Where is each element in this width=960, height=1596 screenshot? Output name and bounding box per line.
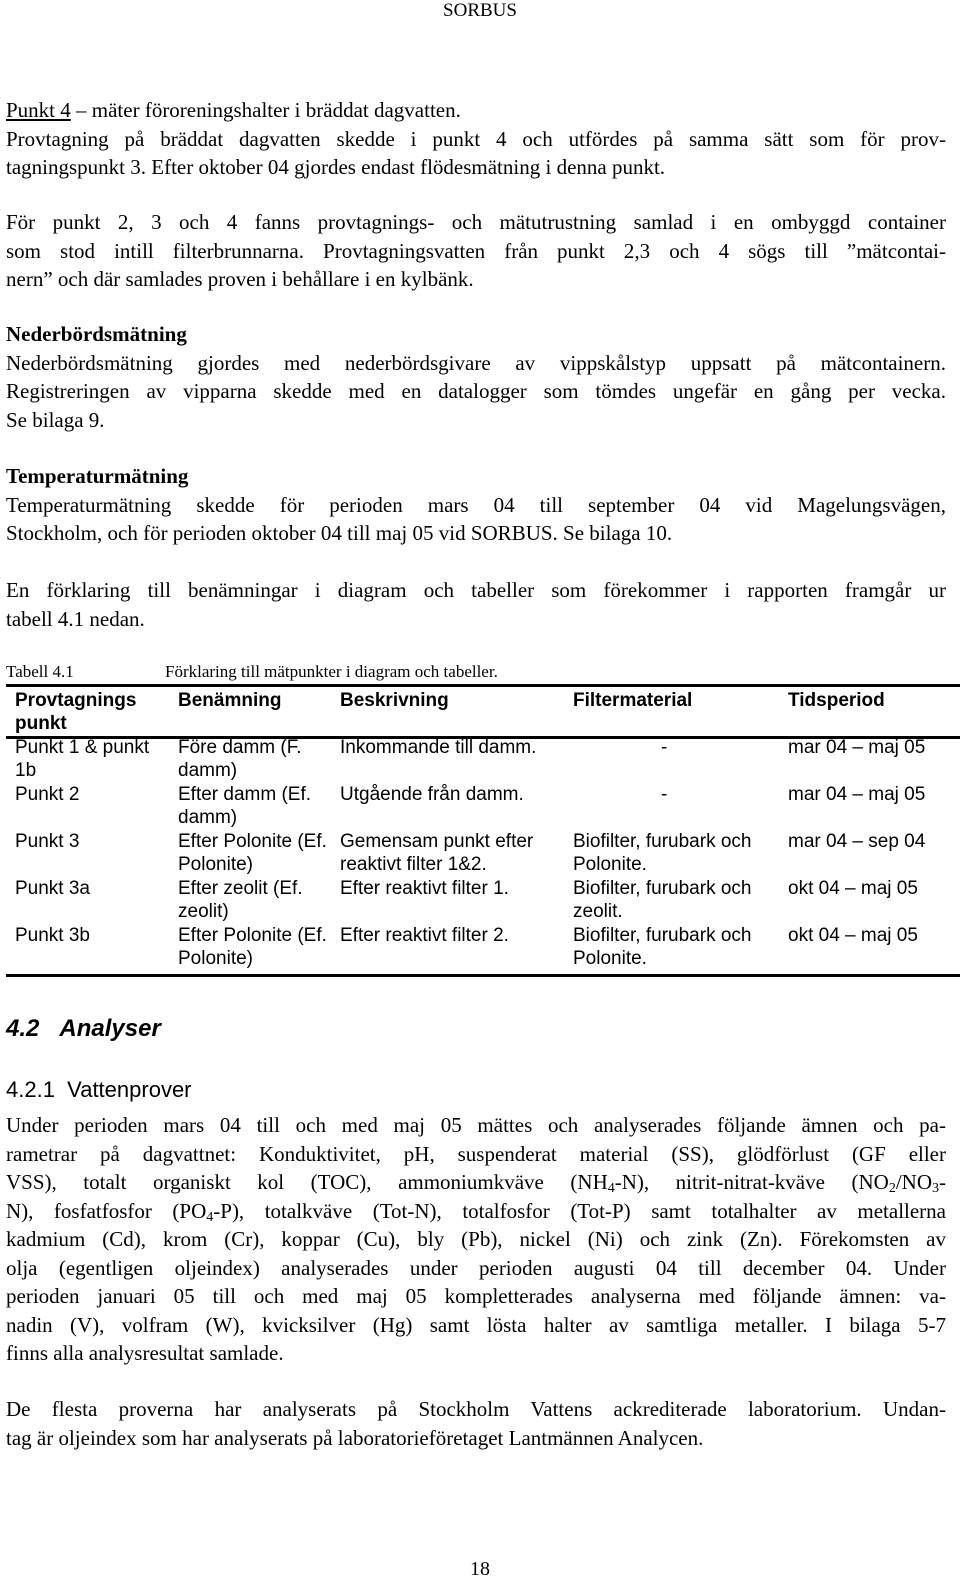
table-row-1-filter: - bbox=[661, 737, 668, 758]
table-row-4-period: okt 04 – maj 05 bbox=[788, 878, 918, 899]
lab-line-1: De flesta proverna har analyserats på Stockholm Vattens ackrediterade laboratorium. Undan- bbox=[6, 1397, 946, 1421]
table-row-1-benamning: Före damm (F. damm) bbox=[178, 737, 302, 781]
table-row-5-punkt: Punkt 3b bbox=[15, 925, 90, 946]
analys-line-4: N), fosfatfosfor $(PO_4-P)$, totalkväve (Tot-N), totalfosfor (Tot-P) samt totalhalter av metallerna bbox=[6, 1198, 946, 1225]
subsection-title: Vattenprover bbox=[67, 1077, 192, 1102]
nederbord-line-1: Nederbördsmätning gjordes med nederbördsgivare av vippskålstyp uppsatt på mätcontainern. bbox=[6, 350, 946, 375]
table-row-1-punkt: Punkt 1 & punkt 1b bbox=[15, 737, 150, 781]
table-row-1-beskrivning: Inkommande till damm. bbox=[340, 737, 537, 758]
analys-line-2: rametrar på dagvattnet: Konduktivitet, pH, suspenderat material (SS), glödförlust (GF eller bbox=[6, 1141, 946, 1166]
table-bottom-rule bbox=[6, 974, 960, 977]
punkt4-line-2: tagningspunkt 3. Efter oktober 04 gjordes endast flödesmätning i denna punkt. bbox=[6, 155, 666, 179]
table-row-4-benamning: Efter zeolit (Ef. zeolit) bbox=[178, 878, 303, 922]
table-row-4-punkt: Punkt 3a bbox=[15, 878, 90, 899]
subsection-heading bbox=[6, 1076, 192, 1104]
container-line-1: För punkt 2, 3 och 4 fanns provtagnings- och mätutrustning samlad i en ombyggd container bbox=[6, 210, 946, 234]
temperatur-line-1: Temperaturmätning skedde för perioden mars 04 till september 04 vid Magelungsvägen, bbox=[6, 492, 946, 517]
table-row-1-period: mar 04 – maj 05 bbox=[788, 737, 926, 758]
running-header: SORBUS bbox=[443, 0, 517, 21]
table-row-4-beskrivning: Efter reaktivt filter 1. bbox=[340, 878, 509, 899]
table-row-2-period: mar 04 – maj 05 bbox=[788, 784, 926, 805]
section-number: 4.2 bbox=[6, 1015, 40, 1042]
punkt4-heading-rest: – mäter föroreningshalter i bräddat dagvatten. bbox=[70, 98, 461, 122]
container-paragraph bbox=[6, 208, 946, 294]
table-top-rule bbox=[6, 684, 960, 687]
table-row-3-period: mar 04 – sep 04 bbox=[788, 831, 926, 852]
table-row-5-period: okt 04 – maj 05 bbox=[788, 925, 918, 946]
table-row-5-beskrivning: Efter reaktivt filter 2. bbox=[340, 925, 509, 946]
forklaring-line-1: En förklaring till benämningar i diagram och tabeller som förekommer i rapporten framgår ur bbox=[6, 578, 946, 602]
analys-line-1: Under perioden mars 04 till och med maj 05 mättes och analyserades följande ämnen och pa- bbox=[6, 1113, 946, 1137]
forklaring-paragraph bbox=[6, 576, 946, 633]
subsection-number: 4.2.1 bbox=[6, 1077, 55, 1102]
temperatur-heading: Temperaturmätning bbox=[6, 464, 189, 488]
table-row-3-benamning: Efter Polonite (Ef. Polonite) bbox=[178, 831, 327, 875]
table-header-benamning: Benämning bbox=[178, 690, 282, 711]
analys-line-6: olja (egentligen oljeindex) analyserades under perioden augusti 04 till december 04. Under bbox=[6, 1255, 946, 1280]
lab-paragraph bbox=[6, 1395, 946, 1452]
section-title: Analyser bbox=[59, 1015, 161, 1042]
table-label: Tabell 4.1 bbox=[6, 662, 74, 681]
table-row-2-filter: - bbox=[661, 784, 668, 805]
table-header-tidsperiod: Tidsperiod bbox=[788, 690, 885, 711]
analys-line-8: nadin (V), volfram (W), kvicksilver (Hg) samt lösta halter av samtliga metaller. I bilaga 5-7 bbox=[6, 1312, 946, 1337]
section-heading bbox=[6, 1014, 161, 1044]
analys-line-5: kadmium (Cd), krom (Cr), koppar (Cu), bly (Pb), nickel (Ni) och zink (Zn). Förekomsten av bbox=[6, 1227, 946, 1251]
table-row-3-punkt: Punkt 3 bbox=[15, 831, 80, 852]
temperatur-line-2: Stockholm, och för perioden oktober 04 till maj 05 vid SORBUS. Se bilaga 10. bbox=[6, 521, 673, 545]
table-row-3-beskrivning: Gemensam punkt efter reaktivt filter 1&2. bbox=[340, 831, 534, 875]
table-row-3-filter: Biofilter, furubark och Polonite. bbox=[573, 831, 752, 875]
table-row-2-punkt: Punkt 2 bbox=[15, 784, 80, 805]
measurement-points-table bbox=[6, 690, 960, 976]
lab-line-2: tag är oljeindex som har analyserats på laboratorieföretaget Lantmännen Analycen. bbox=[6, 1425, 704, 1450]
table-row-5-filter: Biofilter, furubark och Polonite. bbox=[573, 925, 752, 969]
table-row-2-beskrivning: Utgående från damm. bbox=[340, 784, 524, 805]
analys-line-7: perioden januari 05 till och med maj 05 kompletterades analyserna med följande ämnen: va- bbox=[6, 1284, 946, 1308]
forklaring-line-2: tabell 4.1 nedan. bbox=[6, 606, 145, 631]
nederbord-line-3: Se bilaga 9. bbox=[6, 407, 105, 432]
container-line-2: som stod intill filterbrunnarna. Provtagningsvatten från punkt 2,3 och 4 sögs till ”mätcontai- bbox=[6, 238, 946, 263]
analys-line-9: finns alla analysresultat samlade. bbox=[6, 1341, 284, 1365]
punkt4-line-1: Provtagning på bräddat dagvatten skedde i punkt 4 och utfördes på samma sätt som för prov- bbox=[6, 126, 946, 151]
table-header-filtermaterial: Filtermaterial bbox=[573, 690, 693, 711]
punkt4-heading-line bbox=[6, 96, 946, 125]
container-line-3: nern” och där samlades proven i behållare i en kylbänk. bbox=[6, 267, 474, 291]
table-header-punkt: Provtagnings punkt bbox=[15, 690, 137, 734]
table-row-4-filter: Biofilter, furubark och zeolit. bbox=[573, 878, 752, 922]
table-header-beskrivning: Beskrivning bbox=[340, 690, 449, 711]
nederbord-line-2: Registreringen av vipparna skedde med en datalogger som tömdes ungefär en gång per vecka. bbox=[6, 379, 946, 403]
table-caption: Förklaring till mätpunkter i diagram och tabeller. bbox=[165, 662, 498, 681]
analys-line-3: VSS), totalt organiskt kol (TOC), ammoniumkväve $(NH_4-N)$, nitrit-nitrat-kväve ($NO_2/NO_3-$ bbox=[6, 1170, 946, 1196]
punkt4-heading: Punkt 4 bbox=[6, 98, 71, 122]
page-number: 18 bbox=[470, 1558, 490, 1580]
table-row-2-benamning: Efter damm (Ef. damm) bbox=[178, 784, 312, 828]
temperatur-section bbox=[6, 462, 946, 548]
table-row-5-benamning: Efter Polonite (Ef. Polonite) bbox=[178, 925, 327, 969]
nederbord-section bbox=[6, 320, 946, 434]
nederbord-heading: Nederbördsmätning bbox=[6, 322, 187, 346]
analys-paragraph bbox=[6, 1111, 946, 1368]
punkt4-paragraph bbox=[6, 96, 946, 182]
